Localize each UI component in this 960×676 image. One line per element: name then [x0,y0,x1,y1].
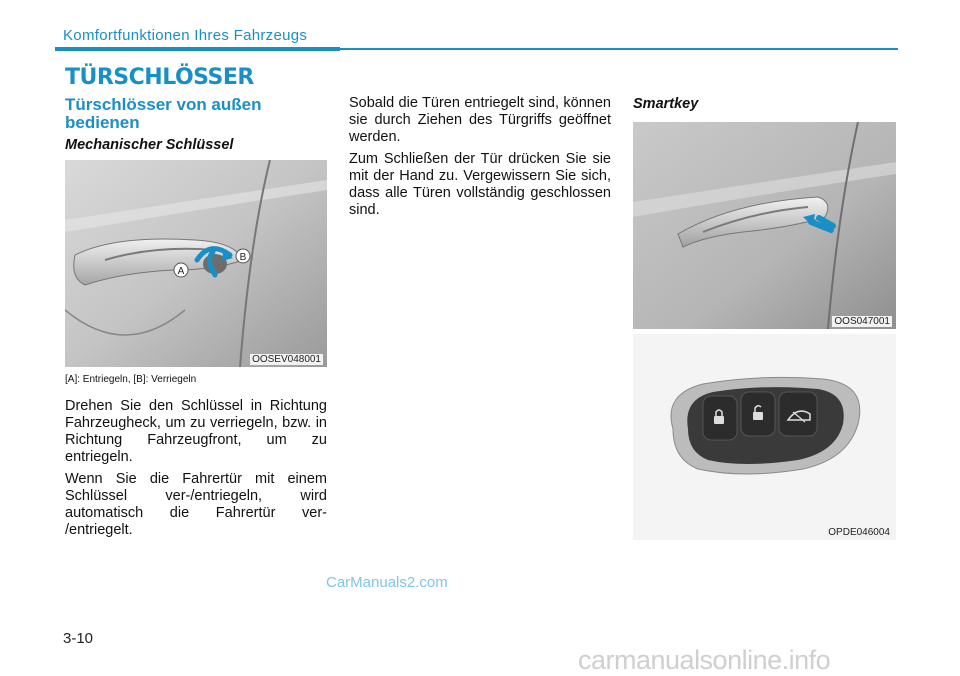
chapter-title: Komfortfunktionen Ihres Fahrzeugs [63,27,308,44]
smartkey-fob-illustration [633,334,896,540]
header-rule-thin [340,48,898,50]
page-number: 3-10 [63,630,94,647]
paragraph-turn-key: Drehen Sie den Schlüssel in Richtung Fahrzeugheck, um zu verriegeln, bzw. in Richtung Fahrzeugfront, um zu entriegeln. [65,398,327,465]
image-code-label: OOSEV048001 [252,354,321,365]
watermark-bottom: carmanualsonline.info [578,645,831,675]
smartkey-heading: Smartkey [633,96,699,112]
door-handle-key-image [65,160,327,367]
watermark-link[interactable]: CarManuals2.com [326,574,448,591]
smartkey-fob-image [633,334,896,540]
paragraph-driver-door: Wenn Sie die Fahrertür mit einem Schlüssel ver-/entriegeln, wird automatisch die Fahrertür ver- /entriegelt. [65,471,327,538]
image2-code-label: OPDE046004 [828,527,890,538]
header-rule-thick [55,47,340,51]
image-caption: [A]: Entriegeln, [B]: Verriegeln [65,374,197,385]
smartkey-door-illustration [633,122,896,329]
smartkey-door-image [633,122,896,329]
paragraph-open-doors: Sobald die Türen entriegelt sind, können sie durch Ziehen des Türgriffs geöffnet werden. [349,95,611,145]
marker-b: B [239,252,247,263]
mechanical-key-heading: Mechanischer Schlüssel [65,137,234,153]
paragraph-close-doors: Zum Schließen der Tür drücken Sie sie mit der Hand zu. Vergewissern Sie sich, dass alle Türen vollständig geschlossen sind. [349,151,611,218]
door-handle-key-illustration [65,160,327,367]
section-title: TÜRSCHLÖSSER [65,65,254,90]
marker-a: A [177,266,185,277]
image1-code-label: OOS047001 [834,316,890,327]
section-subtitle: Türschlösser von außen bedienen [65,95,262,132]
